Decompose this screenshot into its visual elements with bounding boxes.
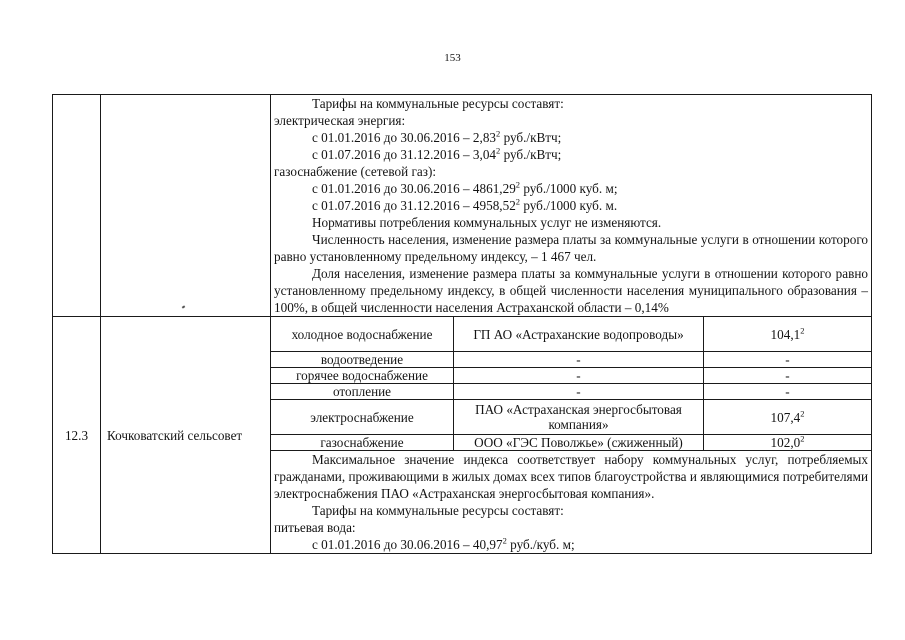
empty-name-cell	[101, 95, 271, 317]
norms-paragraph: Нормативы потребления коммунальных услуг не изменяются.	[312, 215, 662, 230]
service-provider: -	[454, 384, 704, 400]
index-value: -	[704, 368, 872, 384]
entry-name: Кочковатский сельсовет	[101, 317, 271, 554]
population-paragraph: Численность населения, изменение размера платы за коммунальные услуги в отношении которого равно установленному предельному индексу, – 1 467 чел.	[274, 232, 868, 264]
population-share-paragraph: Доля населения, изменение размера платы за коммунальные услуги в отношении которого равно установленному предельному индексу, в общей численности населения муниципального образования – 100%, в общей численности населения Астраханской области – 0,14%	[274, 266, 868, 315]
service-provider: ООО «ГЭС Поволжье» (сжиженный)	[454, 435, 704, 451]
service-provider: ПАО «Астраханская энергосбытовая компания»	[454, 400, 704, 435]
service-provider: -	[454, 352, 704, 368]
gas-tariff-1: с 01.01.2016 до 30.06.2016 – 4861,29$^2$ руб./1000 куб. м;	[312, 179, 618, 196]
electricity-tariff-1: с 01.01.2016 до 30.06.2016 – 2,83$^2$ руб./кВтч;	[312, 128, 562, 145]
index-value: 107,4$^2$	[704, 400, 872, 435]
index-value: -	[704, 384, 872, 400]
service-name: холодное водоснабжение	[271, 317, 454, 352]
water-tariff-1: с 01.01.2016 до 30.06.2016 – 40,97$^2$ руб./куб. м;	[312, 535, 575, 552]
index-value: 102,0$^2$	[704, 435, 872, 451]
tariffs-intro: Тарифы на коммунальные ресурсы составят:	[312, 96, 564, 111]
entry-number: 12.3	[53, 317, 101, 554]
service-provider: ГП АО «Астраханские водопроводы»	[454, 317, 704, 352]
electricity-label: электрическая энергия:	[274, 113, 406, 128]
service-name: газоснабжение	[271, 435, 454, 451]
tariff-table	[52, 94, 872, 554]
page-number: 153	[444, 52, 461, 64]
electricity-tariff-2: с 01.07.2016 до 31.12.2016 – 3,04$^2$ руб./кВтч;	[312, 145, 562, 162]
index-value: 104,1$^2$	[704, 317, 872, 352]
service-name: горячее водоснабжение	[271, 368, 454, 384]
water-label: питьевая вода:	[274, 520, 356, 535]
index-value: -	[704, 352, 872, 368]
index-description-cell	[271, 451, 872, 554]
service-name: отопление	[271, 384, 454, 400]
service-provider: -	[454, 368, 704, 384]
empty-number-cell	[53, 95, 101, 317]
continuation-row	[53, 95, 872, 317]
tariffs-intro: Тарифы на коммунальные ресурсы составят:	[312, 503, 564, 518]
service-name: электроснабжение	[271, 400, 454, 435]
service-row	[53, 317, 872, 352]
service-name: водоотведение	[271, 352, 454, 368]
tariff-description-cell	[271, 95, 872, 317]
gas-tariff-2: с 01.07.2016 до 31.12.2016 – 4958,52$^2$ руб./1000 куб. м.	[312, 196, 618, 213]
gas-label: газоснабжение (сетевой газ):	[274, 164, 437, 179]
max-index-paragraph: Максимальное значение индекса соответствует набору коммунальных услуг, потребляемых гражданами, проживающими в жилых домах всех типов благоустройства и являющимися потребителями электроснабжения ПАО «Астраханская энергосбытовая компания».	[274, 452, 868, 501]
